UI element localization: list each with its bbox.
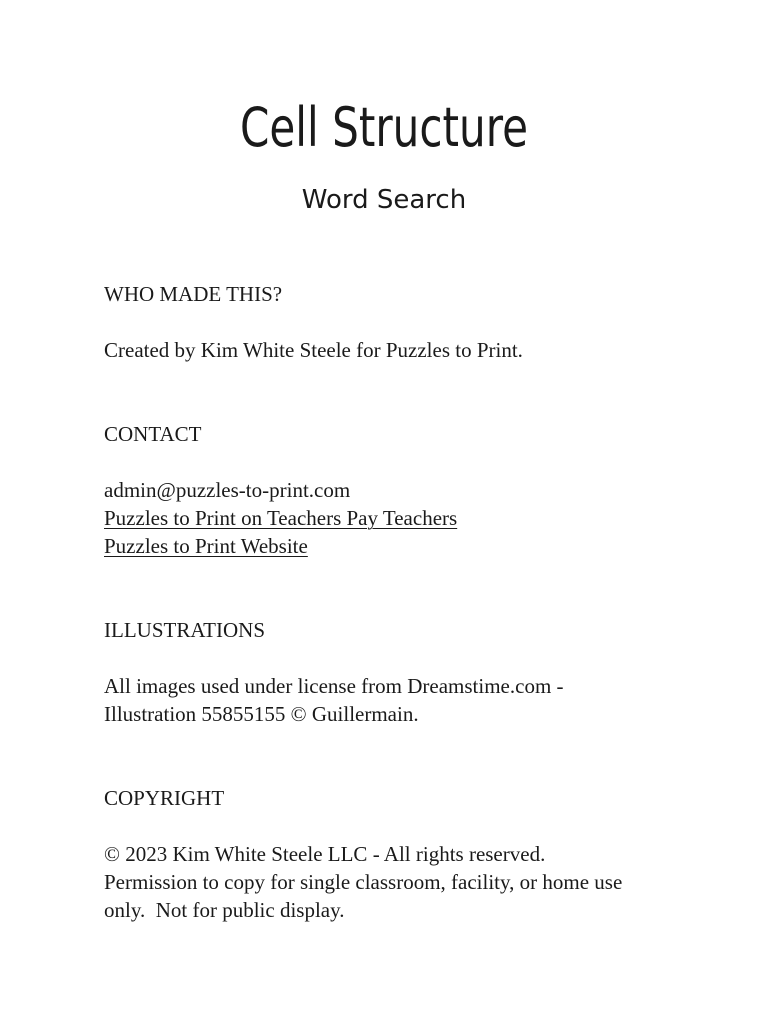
copyright-line-3: only. Not for public display. bbox=[104, 898, 345, 922]
copyright-line-2: Permission to copy for single classroom, facility, or home use bbox=[104, 870, 623, 894]
who-heading: WHO MADE THIS? bbox=[104, 282, 283, 306]
page-subtitle: Word Search bbox=[301, 185, 467, 215]
illustrations-heading: ILLUSTRATIONS bbox=[104, 618, 265, 642]
illustrations-line-2: Illustration 55855155 © Guillermain. bbox=[104, 702, 419, 726]
contact-email: admin@puzzles-to-print.com bbox=[104, 478, 351, 502]
contact-heading: CONTACT bbox=[104, 422, 202, 446]
website-link[interactable]: Puzzles to Print Website bbox=[104, 534, 308, 558]
page-title: Cell Structure bbox=[239, 96, 529, 159]
credits-content bbox=[104, 280, 704, 924]
tpt-link[interactable]: Puzzles to Print on Teachers Pay Teachers bbox=[104, 506, 458, 530]
copyright-heading: COPYRIGHT bbox=[104, 786, 225, 810]
illustrations-line-1: All images used under license from Dreamstime.com - bbox=[104, 674, 564, 698]
copyright-line-1: © 2023 Kim White Steele LLC - All rights reserved. bbox=[104, 842, 546, 866]
who-text: Created by Kim White Steele for Puzzles to Print. bbox=[104, 338, 523, 362]
